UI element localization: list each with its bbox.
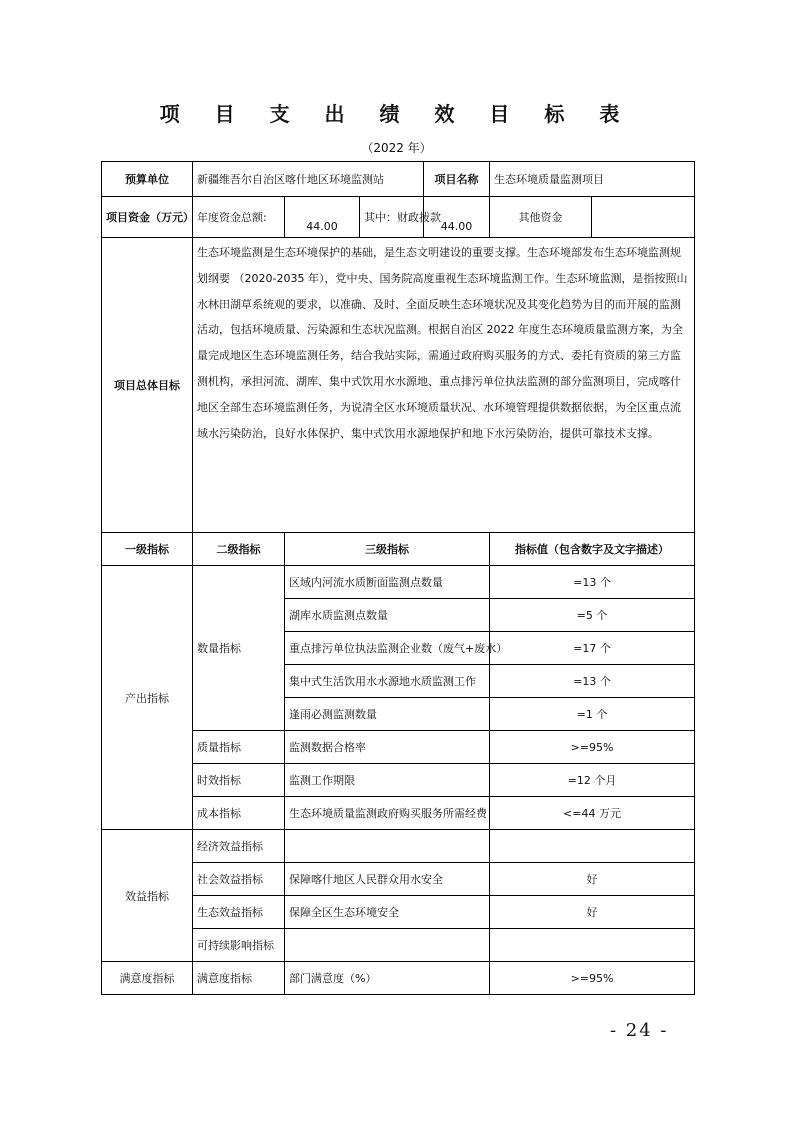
document-year: （2022 年） <box>361 141 432 155</box>
annual-total-value: 44.00 <box>285 197 360 238</box>
social-benefit-label: 社会效益指标 <box>193 863 285 896</box>
indicator-name: 区域内河流水质断面监测点数量 <box>285 566 490 599</box>
indicator-value: >=95% <box>490 962 695 995</box>
indicator-name: 逢雨必测监测数量 <box>285 698 490 731</box>
indicator-value: =13 个 <box>490 665 695 698</box>
project-name-value: 生态环境质量监测项目 <box>490 162 695 197</box>
output-indicator-label: 产出指标 <box>102 566 193 830</box>
quantity-indicator-label: 数量指标 <box>193 566 285 731</box>
funding-row <box>102 197 695 238</box>
indicator-name <box>285 830 490 863</box>
indicator-value: =5 个 <box>490 599 695 632</box>
table-row <box>102 962 695 995</box>
performance-target-table <box>101 161 695 995</box>
document-title: 项 目 支 出 绩 效 目 标 表 <box>159 102 634 126</box>
level2-header: 二级指标 <box>193 533 285 566</box>
table-row <box>102 830 695 863</box>
indicator-name: 湖库水质监测点数量 <box>285 599 490 632</box>
header-row <box>102 162 695 197</box>
overall-goal-text: 生态环境监测是生态环境保护的基础，是生态文明建设的重要支撑。生态环境部发布生态环境监测规划纲要 （2020-2035 年），党中央、国务院高度重视生态环境监测工作。生态环境监测，是指按照山水林田湖草系统观的要求，以准确、及时、全面反映生态环境状况及其变化趋势为目的而开展的监测活动，包括环境质量、污染源和生态状况监测。根据自治区 2022 年度生态环境质量监测方案，为全量完成地区生态环境监测任务，结合我站实际，需通过政府购买服务的方式、委托有资质的第三方监测机构，承担河流、湖库、集中式饮用水水源地、重点排污单位执法监测的部分监测项目，完成喀什地区全部生态环境监测任务，为说清全区水环境质量状况、水环境管理提供数据依据，为全区重点流域水污染防治，良好水体保护、集中式饮用水源地保护和地下水污染防治，提供可靠技术支撑。 <box>193 238 695 533</box>
indicator-name: 部门满意度（%） <box>285 962 490 995</box>
indicator-value: =1 个 <box>490 698 695 731</box>
timeliness-indicator-label: 时效指标 <box>193 764 285 797</box>
indicator-name: 集中式生活饮用水水源地水质监测工作 <box>285 665 490 698</box>
other-funds-label: 其他资金 <box>490 197 592 238</box>
indicator-value: <=44 万元 <box>490 797 695 830</box>
funding-label: 项目资金（万元） <box>102 197 193 238</box>
level3-header: 三级指标 <box>285 533 490 566</box>
ecological-benefit-label: 生态效益指标 <box>193 896 285 929</box>
satisfaction-indicator-label: 满意度指标 <box>102 962 193 995</box>
indicator-value: 好 <box>490 863 695 896</box>
indicator-value: 好 <box>490 896 695 929</box>
overall-goal-label: 项目总体目标 <box>102 238 193 533</box>
quality-indicator-label: 质量指标 <box>193 731 285 764</box>
budget-unit-value: 新疆维吾尔自治区喀什地区环境监测站 <box>193 162 424 197</box>
other-funds-value <box>592 197 695 238</box>
indicator-name: 保障喀什地区人民群众用水安全 <box>285 863 490 896</box>
overall-goal-row <box>102 238 695 533</box>
indicator-value: =12 个月 <box>490 764 695 797</box>
page-number: - 24 - <box>610 1020 669 1041</box>
annual-total-label: 年度资金总额: <box>193 197 285 238</box>
indicator-value <box>490 830 695 863</box>
indicator-name: 生态环境质量监测政府购买服务所需经费 <box>285 797 490 830</box>
table-row <box>102 566 695 599</box>
indicator-name: 监测工作期限 <box>285 764 490 797</box>
indicator-value: >=95% <box>490 731 695 764</box>
fiscal-label: 其中：财政拨款 <box>360 197 424 238</box>
level1-header: 一级指标 <box>102 533 193 566</box>
fiscal-value: 44.00 <box>424 197 490 238</box>
economic-benefit-label: 经济效益指标 <box>193 830 285 863</box>
indicator-value <box>490 929 695 962</box>
satisfaction-sub-label: 满意度指标 <box>193 962 285 995</box>
indicator-name: 重点排污单位执法监测企业数（废气+废水） <box>285 632 490 665</box>
indicator-name: 保障全区生态环境安全 <box>285 896 490 929</box>
indicator-name: 监测数据合格率 <box>285 731 490 764</box>
indicator-value: =13 个 <box>490 566 695 599</box>
cost-indicator-label: 成本指标 <box>193 797 285 830</box>
indicator-name <box>285 929 490 962</box>
project-name-label: 项目名称 <box>424 162 490 197</box>
indicator-header-row <box>102 533 695 566</box>
value-header: 指标值（包含数字及文字描述） <box>490 533 695 566</box>
sustainable-impact-label: 可持续影响指标 <box>193 929 285 962</box>
indicator-value: =17 个 <box>490 632 695 665</box>
benefit-indicator-label: 效益指标 <box>102 830 193 962</box>
budget-unit-label: 预算单位 <box>102 162 193 197</box>
